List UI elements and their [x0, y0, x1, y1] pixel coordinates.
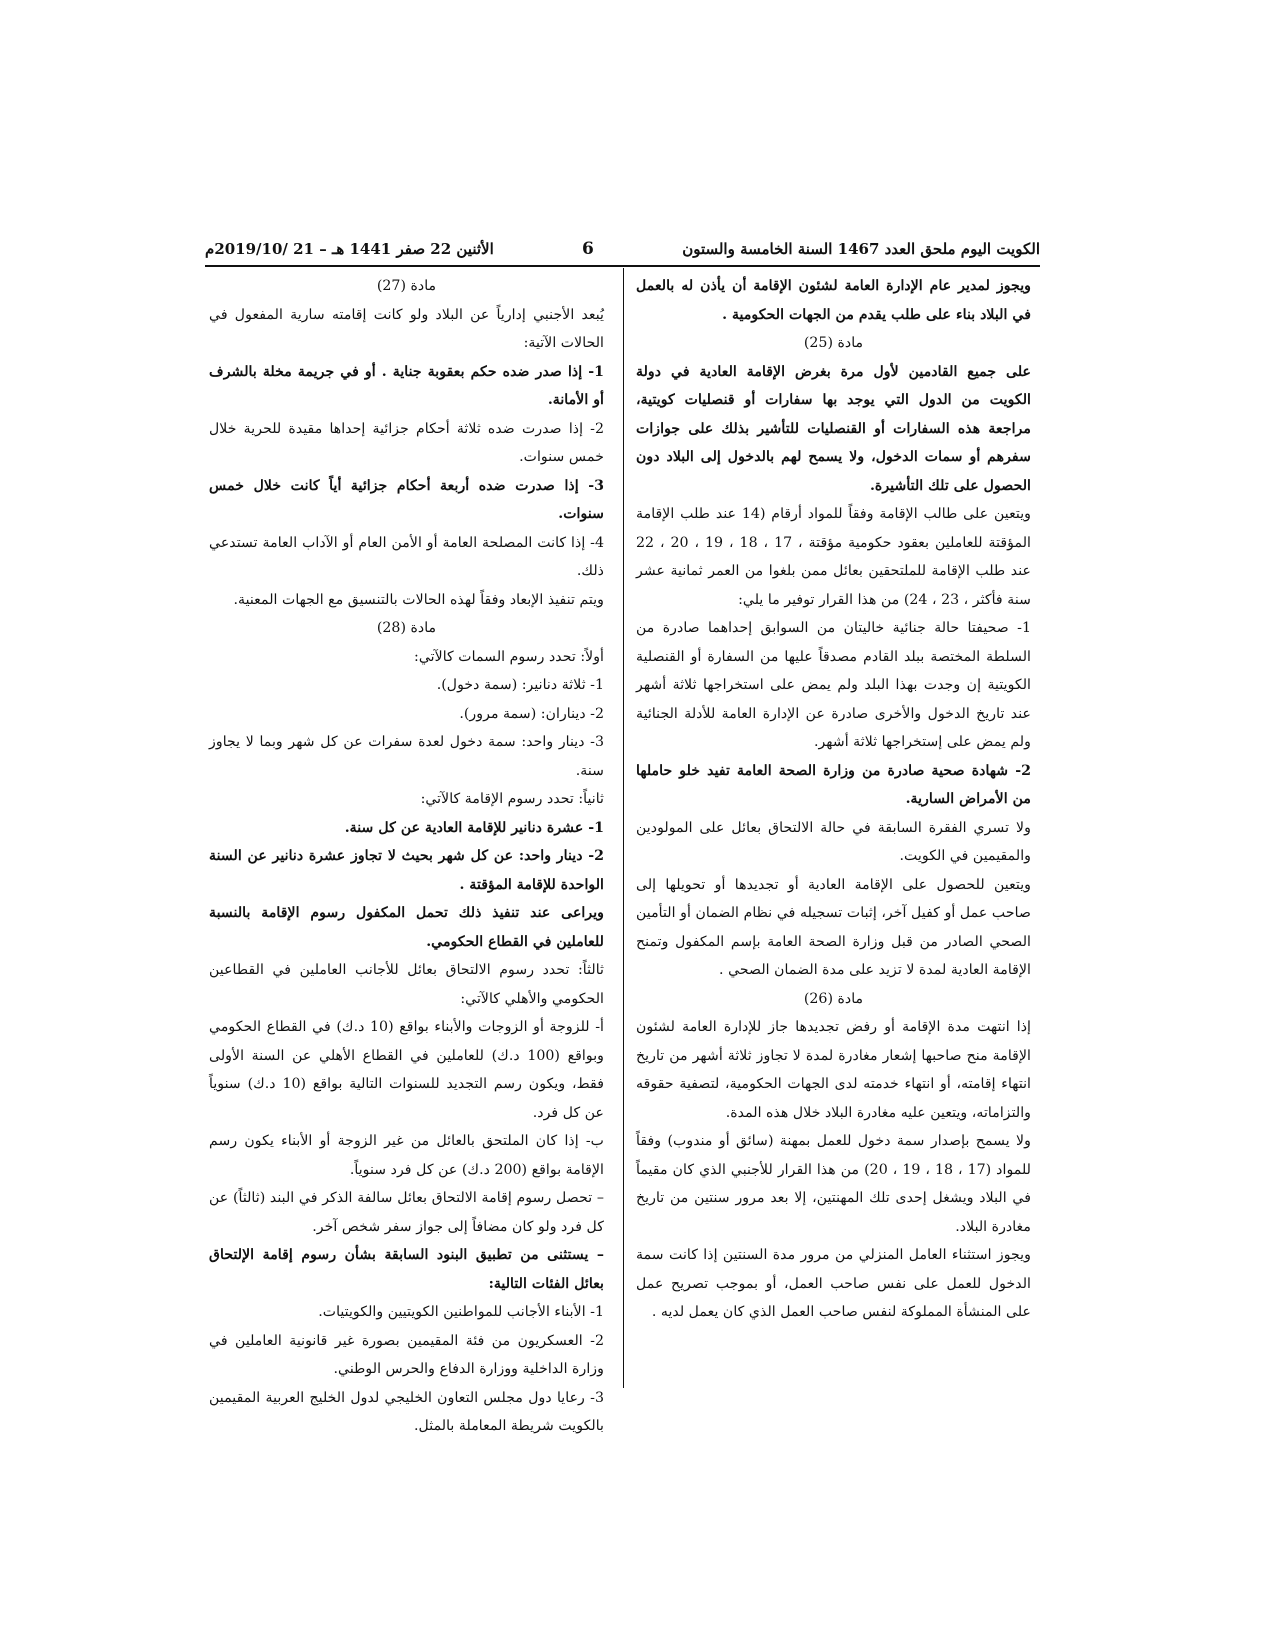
page-number: 6: [582, 239, 594, 259]
paragraph: ويتم تنفيذ الإبعاد وفقاً لهذه الحالات بالتنسيق مع الجهات المعنية.: [233, 591, 604, 608]
paragraph: – تحصل رسوم إقامة الالتحاق بعائل سالفة الذكر في البند (ثالثاً) عن كل فرد ولو كان مضافاً إلى جواز سفر شخص آخر.: [209, 1190, 604, 1235]
paragraph: 1- صحيفتا حالة جنائية خاليتان من السوابق إحداهما صادرة من السلطة المختصة ببلد القادم مصدقاً عليها من السفارة أو القنصلية الكويتية إن وجدت بهذا البلد ولم يمض على استخراجها ثلاثة أشهر عند تاريخ الدخول والأخرى صادرة عن الإدارة العامة للأدلة الجنائية ولم يمض على إستخراجها ثلاثة أشهر.: [636, 620, 1031, 750]
paragraph: 2- دينار واحد: عن كل شهر بحيث لا تجاوز عشرة دنانير عن السنة الواحدة للإقامة المؤقتة .: [209, 848, 604, 893]
right-column: [636, 272, 1031, 1327]
paragraph: 4- إذا كانت المصلحة العامة أو الأمن العام أو الآداب العامة تستدعي ذلك.: [209, 534, 604, 579]
paragraph: ويجوز لمدير عام الإدارة العامة لشئون الإقامة أن يأذن له بالعمل في البلاد بناء على طلب يقدم من الجهات الحكومية .: [636, 278, 1031, 323]
paragraph: ويتعين للحصول على الإقامة العادية أو تجديدها أو تحويلها إلى صاحب عمل أو كفيل آخر، إثبات تسجيله في نظام الضمان أو التأمين الصحي الصادر من قبل وزارة الصحة العامة بإسم المكفول وتمنح الإقامة العادية لمدة لا تزيد على مدة الضمان الصحي .: [636, 876, 1031, 978]
issue-date: الأثنين 22 صفر 1441 هـ – 21 /2019/10م: [205, 240, 494, 258]
paragraph: 1- عشرة دنانير للإقامة العادية عن كل سنة.: [344, 819, 604, 836]
paragraph: 2- ديناران: (سمة مرور).: [459, 705, 604, 722]
article-heading: مادة (28): [376, 620, 437, 636]
paragraph: أولاً: تحدد رسوم السمات كالآتي:: [414, 648, 604, 665]
paragraph: يُبعد الأجنبي إدارياً عن البلاد ولو كانت إقامته سارية المفعول في الحالات الآتية:: [209, 306, 604, 351]
column-divider: [623, 268, 624, 1388]
paragraph: ولا تسري الفقرة السابقة في حالة الالتحاق بعائل على المولودين والمقيمين في الكويت.: [636, 819, 1031, 864]
header-rule: [205, 265, 1040, 267]
paragraph: – يستثنى من تطبيق البنود السابقة بشأن رسوم إقامة الإلتحاق بعائل الفئات التالية:: [209, 1247, 604, 1292]
article-heading: مادة (25): [803, 335, 864, 351]
page-header: [205, 235, 1040, 263]
article-heading: مادة (27): [376, 278, 437, 294]
paragraph: ب- إذا كان الملتحق بالعائل من غير الزوجة أو الأبناء يكون رسم الإقامة بواقع (200 د.ك) عن كل فرد سنوياً.: [209, 1133, 604, 1178]
paragraph: أ- للزوجة أو الزوجات والأبناء بواقع (10 د.ك) في القطاع الحكومي وبواقع (100 د.ك) للعاملين في القطاع الأهلي عن السنة الأولى فقط، ويكون رسم التجديد للسنوات التالية بواقع (10 د.ك) سنوياً عن كل فرد.: [209, 1019, 604, 1121]
paragraph: ويتعين على طالب الإقامة وفقاً للمواد أرقام (14 عند طلب الإقامة المؤقتة للعاملين بعقود حكومية مؤقتة ، 17 ، 18 ، 19 ، 20 ، 22 عند طلب الإقامة للملتحقين بعائل ممن بلغوا من العمر ثمانية عشر سنة فأكثر ، 23 ، 24) من هذا القرار توفير ما يلي:: [636, 506, 1031, 608]
paragraph: 3- دينار واحد: سمة دخول لعدة سفرات عن كل شهر وبما لا يجاوز سنة.: [209, 734, 604, 779]
paragraph: 3- رعايا دول مجلس التعاون الخليجي لدول الخليج العربية المقيمين بالكويت شريطة المعاملة بالمثل.: [209, 1389, 604, 1434]
paragraph: ويراعى عند تنفيذ ذلك تحمل المكفول رسوم الإقامة بالنسبة للعاملين في القطاع الحكومي.: [209, 905, 604, 950]
paragraph: 2- إذا صدرت ضده ثلاثة أحكام جزائية إحداها مقيدة للحرية خلال خمس سنوات.: [209, 420, 604, 465]
paragraph: 1- الأبناء الأجانب للمواطنين الكويتيين والكويتيات.: [318, 1304, 604, 1320]
paragraph: إذا انتهت مدة الإقامة أو رفض تجديدها جاز للإدارة العامة لشئون الإقامة منح صاحبها إشعار مغادرة لمدة لا تجاوز ثلاثة أشهر من تاريخ انتهاء إقامته، أو انتهاء خدمته لدى الجهات الحكومية، لتصفية حقوقه والتزاماته، ويتعين عليه مغادرة البلاد خلال هذه المدة.: [636, 1019, 1031, 1121]
paragraph: ثالثاً: تحدد رسوم الالتحاق بعائل للأجانب العاملين في القطاعين الحكومي والأهلي كالآتي:: [209, 962, 604, 1007]
paragraph: 2- العسكريون من فئة المقيمين بصورة غير قانونية العاملين في وزارة الداخلية ووزارة الدفاع والحرس الوطني.: [209, 1332, 604, 1377]
paragraph: 2- شهادة صحية صادرة من وزارة الصحة العامة تفيد خلو حاملها من الأمراض السارية.: [636, 762, 1031, 807]
paragraph: على جميع القادمين لأول مرة بغرض الإقامة العادية في دولة الكويت من الدول التي يوجد بها سفارات أو قنصليات كويتية، مراجعة هذه السفارات أو القنصليات للتأشير بذلك على جوازات سفرهم أو سمات الدخول، ولا يسمح لهم بالدخول إلى البلاد دون الحصول على تلك التأشيرة.: [636, 363, 1031, 494]
paragraph: ويجوز استثناء العامل المنزلي من مرور مدة السنتين إذا كانت سمة الدخول للعمل على نفس صاحب العمل، أو بموجب تصريح عمل على المنشأة المملوكة لنفس صاحب العمل الذي كان يعمل لديه .: [636, 1247, 1031, 1320]
paragraph: ثانياً: تحدد رسوم الإقامة كالآتي:: [420, 791, 604, 807]
left-column: [209, 272, 604, 1441]
paragraph: 1- إذا صدر ضده حكم بعقوبة جناية . أو في جريمة مخلة بالشرف أو الأمانة.: [209, 363, 604, 408]
article-heading: مادة (26): [803, 990, 864, 1007]
publication-title: الكويت اليوم ملحق العدد 1467 السنة الخامسة والستون: [682, 240, 1040, 258]
paragraph: ولا يسمح بإصدار سمة دخول للعمل بمهنة (سائق أو مندوب) وفقاً للمواد (17 ، 18 ، 19 ، 20) من هذا القرار للأجنبي الذي كان مقيماً في البلاد ويشغل إحدى تلك المهنتين، إلا بعد مرور سنتين من تاريخ مغادرة البلاد.: [636, 1133, 1031, 1235]
paragraph: 3- إذا صدرت ضده أربعة أحكام جزائية أياً كانت خلال خمس سنوات.: [209, 477, 604, 522]
paragraph: 1- ثلاثة دنانير: (سمة دخول).: [436, 677, 604, 693]
